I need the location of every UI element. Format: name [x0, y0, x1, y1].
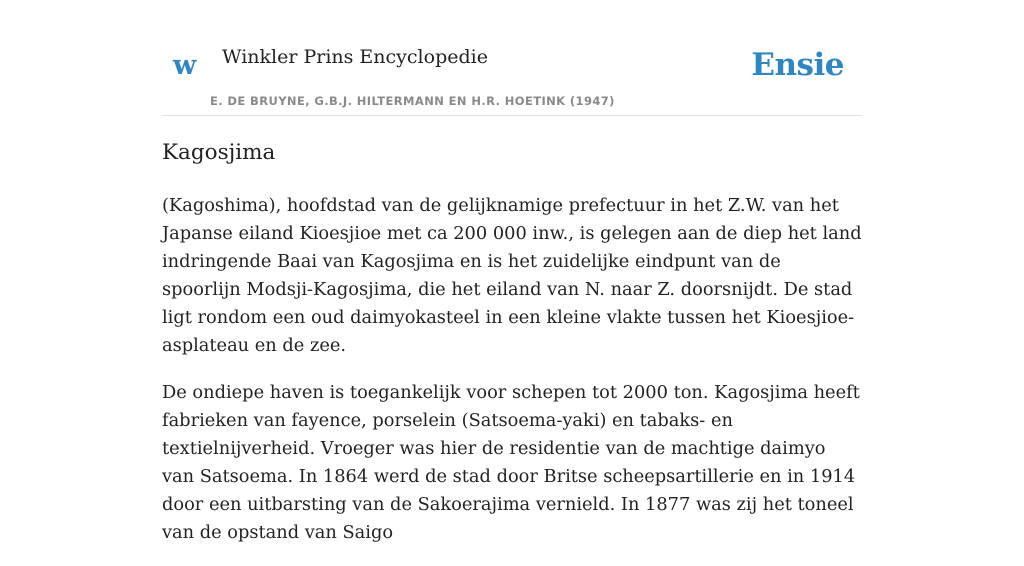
book-authors: E. DE BRUYNE, G.B.J. HILTERMANN EN H.R. HOETINK (1947): [210, 94, 615, 108]
entry-paragraph: (Kagoshima), hoofdstad van de gelijknamige prefectuur in het Z.W. van het Japanse eiland Kioesjioe met ca 200 000 inw., is gelegen aan de diep het land indringende Baai van Kagosjima en is het zuidelijke eindpunt van de spoorlijn Modsji-Kagosjima, die het eiland van N. naar Z. doorsnijdt. De stad ligt rondom een oud daimyokasteel in een kleine vlakte tussen het Kioesjioe-asplateau en de zee.: [162, 195, 862, 356]
entry-title: Kagosjima: [162, 140, 276, 165]
header: [162, 0, 862, 116]
entry-content: [162, 192, 862, 566]
book-title[interactable]: Winkler Prins Encyclopedie: [222, 46, 488, 68]
ensie-logo[interactable]: Ensie: [751, 47, 844, 83]
entry-paragraph: De ondiepe haven is toegankelijk voor schepen tot 2000 ton. Kagosjima heeft fabrieken van fayence, porselein (Satsoema-yaki) en tabaks- en textielnijverheid. Vroeger was hier de residentie van de machtige daimyo van Satsoema. In 1864 werd de stad door Britse scheepsartillerie en in 1914 door een uitbarsting van de Sakoerajima vernield. In 1877 was zij het toneel van de opstand van Saigo: [162, 382, 860, 543]
logo-w-icon[interactable]: w: [173, 50, 197, 81]
